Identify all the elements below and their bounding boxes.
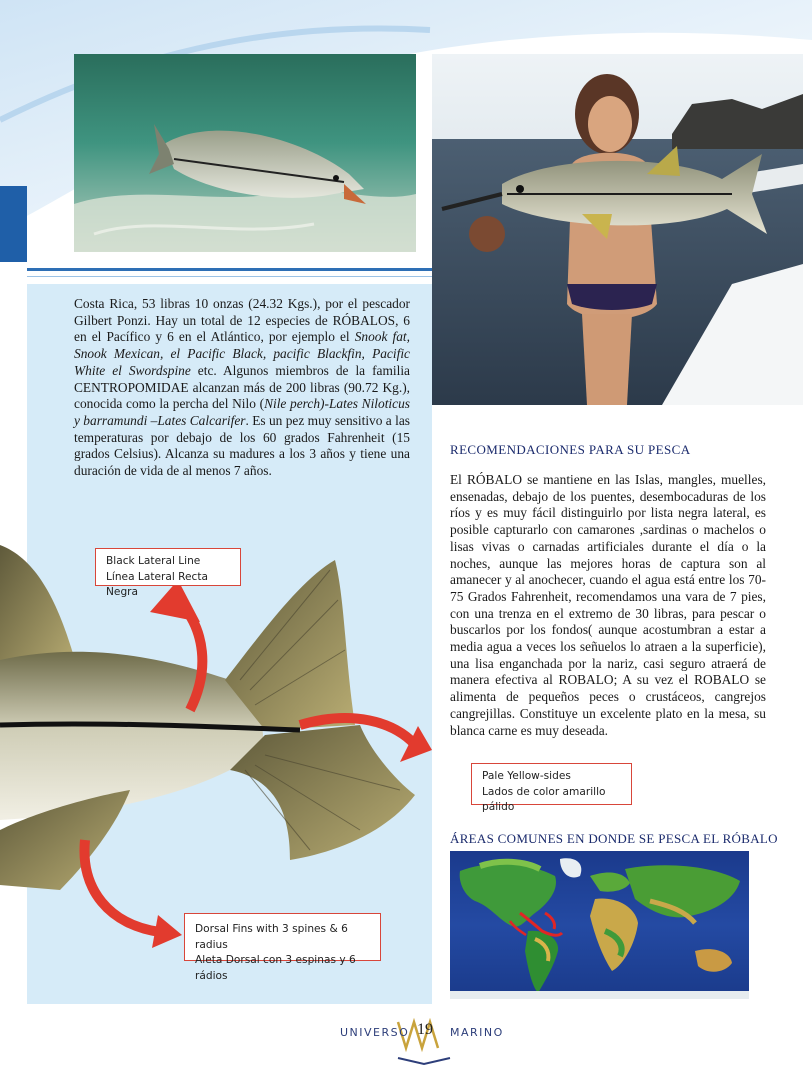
callout-dorsal-fins	[184, 913, 381, 982]
paragraph-italic: Snook fat, Snook Mexican, el Pacific Black, pacific Blackfin, Pacific White el Swordspine	[74, 329, 410, 378]
callout-text-es: Línea Lateral Recta Negra	[106, 570, 209, 598]
section-heading: RECOMENDACIONES PARA SU PESCA	[450, 442, 691, 457]
footer-brand-right: MARINO	[450, 1026, 504, 1039]
callout-text-en: Pale Yellow-sides	[482, 770, 571, 782]
callout-text-es: Lados de color amarillo pálido	[482, 785, 606, 813]
underwater-snook-photo	[74, 54, 416, 252]
world-map	[450, 851, 749, 999]
callout-lateral-line	[95, 548, 241, 598]
page-edge-tab	[0, 186, 27, 262]
footer-brand-left: UNIVERSO	[340, 1026, 410, 1039]
paragraph-segment: . Es un pez muy sensitivo a las temperaturas por debajo de los 60 grados Fahrenheit (15 grados Celsius). Alcanza su madures a los 3 años y tiene una duración de vida de al menos 7 años.	[74, 412, 410, 479]
paragraph-italic: Nile perch)-Lates Niloticus y barramundi –Lates Calcarifer	[74, 396, 410, 428]
snook-tail-illustration	[0, 540, 432, 950]
body-text-right: El RÓBALO se mantiene en las Islas, mangles, muelles, ensenadas, debajo de los puentes, desembocaduras de los ríos y es muy fácil distinguirlo por lista negra lateral, es posible capturarlo con camarones ,sardinas o machelos o lisas vivas o carnadas artificiales durante el día o la noches, aunque las mejores horas de captura son al amanecer y al anochecer, cuando el agua está entre los 70-75 Grados Fahrenheit, recomendamos una vara de 7 pies, con una trenza en el extremo de 30 libras, para pescar o buscarlos por los fondos( aunque acostumbran a estar a media agua a veces los señuelos lo atraen a la superficie), una lisa enganchada por la nariz, casi seguro atraerá de manera efectiva al ROBALO; A su vez el ROBALO se alimenta de pequeños peces o crustáceos, cangrejos cangrejillas. Constituye un excelente plato en la mesa, su blanca carne es muy deseada.	[450, 472, 766, 738]
paragraph-segment: etc. Algunos miembros de la familia CENTROPOMIDAE alcanzan más de 200 libras (90.72 Kg.), conocida como la percha del Nilo (	[74, 362, 410, 412]
body-text-left	[74, 296, 410, 480]
callout-text-en: Black Lateral Line	[106, 555, 201, 567]
map-heading: ÁREAS COMUNES EN DONDE SE PESCA EL RÓBALO	[450, 831, 778, 846]
callout-pale-sides	[471, 763, 632, 813]
divider-line-thin	[27, 276, 432, 277]
paragraph-segment: Costa Rica, 53 libras 10 onzas (24.32 Kgs.), por el pescador Gilbert Ponzi. Hay un total de 12 especies de RÓBALOS, 6 en el Pacífico y 6 en el Atlántico, por ejemplo el	[74, 296, 410, 345]
divider-line	[27, 268, 432, 271]
callout-text-es: Aleta Dorsal con 3 espinas y 6 rádios	[195, 954, 356, 982]
callout-text-en: Dorsal Fins with 3 spines & 6 radius	[195, 923, 348, 951]
page-number: 19	[417, 1021, 433, 1038]
woman-holding-snook-photo	[432, 54, 803, 405]
